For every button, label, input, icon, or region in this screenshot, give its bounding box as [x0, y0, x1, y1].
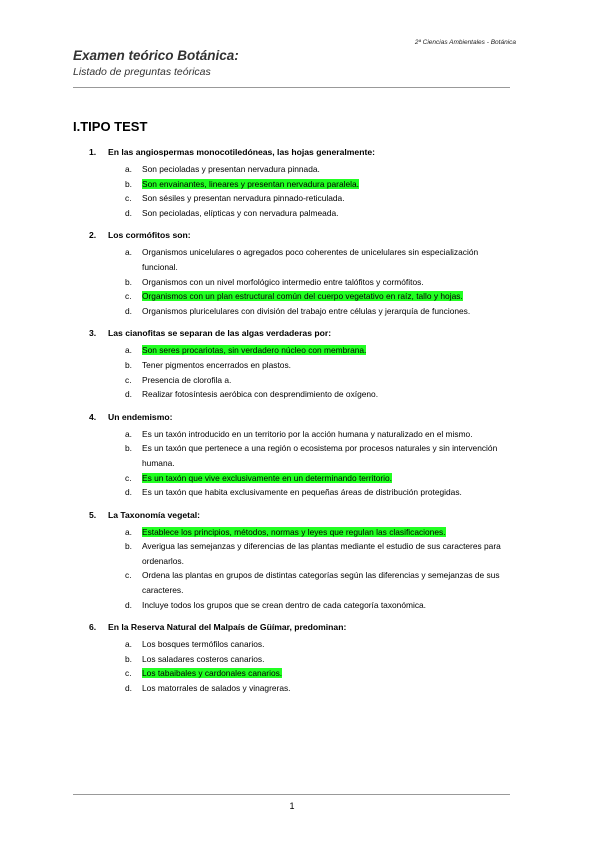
- question-text: En la Reserva Natural del Malpaís de Güímar, predominan:: [108, 622, 347, 633]
- option-text: [142, 245, 514, 274]
- option-letter: a.: [125, 428, 132, 439]
- option-b: [89, 275, 514, 290]
- option-text: [142, 637, 514, 652]
- question-4: [89, 411, 514, 500]
- option-d: [89, 681, 514, 696]
- option-letter: b.: [125, 541, 132, 552]
- option-text-run: Los saladares costeros canarios.: [142, 653, 265, 664]
- option-text: [142, 191, 514, 206]
- option-letter: a.: [125, 164, 132, 174]
- option-text-run: Son sésiles y presentan nervadura pinnado-reticulada.: [142, 193, 345, 204]
- option-a: [89, 637, 514, 652]
- question-5: [89, 509, 514, 613]
- option-text-run: Incluye todos los grupos que se crean dentro de cada categoría taxonómica.: [142, 599, 426, 610]
- question-number: 6.: [89, 622, 97, 633]
- option-b: [89, 177, 514, 192]
- option-letter: a.: [125, 639, 132, 650]
- highlighted-answer: Son seres procariotas, sin verdadero núcleo con membrana.: [142, 345, 367, 356]
- question-stem: [89, 146, 514, 159]
- option-text: [142, 568, 514, 597]
- option-text: [142, 304, 514, 319]
- question-6: [89, 621, 514, 695]
- option-text-run: Organismos con un nivel morfológico intermedio entre talófitos y cormófitos.: [142, 276, 424, 287]
- option-text-run: Realizar fotosíntesis aeróbica con desprendimiento de oxígeno.: [142, 389, 379, 400]
- highlighted-answer: Establece los principios, métodos, normas y leyes que regulan las clasificaciones.: [142, 526, 446, 537]
- option-text: [142, 441, 514, 470]
- option-text-run: Organismos unicelulares o agregados poco coherentes de unicelulares sin especialización funcional.: [142, 247, 479, 272]
- highlighted-answer: Organismos con un plan estructural común del cuerpo vegetativo en raíz, tallo y hojas.: [142, 291, 463, 302]
- option-letter: a.: [125, 345, 132, 356]
- question-text: Las cianofitas se separan de las algas verdaderas por:: [108, 328, 332, 339]
- option-text: [142, 373, 514, 388]
- option-d: [89, 304, 514, 319]
- question-number: 5.: [89, 509, 97, 520]
- question-stem: [89, 327, 514, 340]
- option-b: [89, 441, 514, 470]
- option-text: [142, 485, 514, 500]
- option-text: [142, 358, 514, 373]
- option-letter: b.: [125, 178, 132, 189]
- question-stem: [89, 411, 514, 424]
- option-c: [89, 289, 514, 304]
- option-letter: c.: [125, 291, 132, 302]
- option-text-run: Tener pigmentos encerrados en plastos.: [142, 359, 291, 370]
- option-text: [142, 539, 514, 568]
- option-text: [142, 652, 514, 667]
- option-list: [89, 427, 514, 500]
- document-subtitle: Listado de preguntas teóricas: [73, 66, 211, 78]
- question-stem: [89, 229, 514, 242]
- question-3: [89, 327, 514, 401]
- option-letter: d.: [125, 487, 132, 498]
- question-number: 2.: [89, 230, 97, 241]
- highlighted-answer: Es un taxón que vive exclusivamente en un determinando territorio.: [142, 472, 392, 483]
- option-a: [89, 245, 514, 274]
- option-c: [89, 666, 514, 681]
- option-text: [142, 343, 514, 358]
- option-list: [89, 245, 514, 318]
- option-letter: d.: [125, 207, 132, 218]
- option-b: [89, 358, 514, 373]
- option-text-run: Averigua las semejanzas y diferencias de las plantas mediante el estudio de sus caracteres para ordenarlos.: [142, 541, 501, 566]
- section-title: I.TIPO TEST: [73, 119, 148, 134]
- option-text: [142, 681, 514, 696]
- highlighted-answer: Son envainantes, lineares y presentan nervadura paralela.: [142, 178, 359, 189]
- option-text: [142, 206, 514, 221]
- option-letter: c.: [125, 374, 132, 385]
- footer-divider: [73, 794, 510, 795]
- question-number: 1.: [89, 147, 97, 157]
- option-letter: b.: [125, 443, 132, 454]
- question-text: Los cormófitos son:: [108, 230, 191, 241]
- option-text-run: Los matorrales de salados y vinagreras.: [142, 683, 291, 694]
- page-number: 1: [289, 801, 295, 811]
- header-divider: [73, 87, 510, 88]
- option-text: [142, 525, 514, 540]
- option-list: [89, 637, 514, 695]
- question-text: La Taxonomía vegetal:: [108, 509, 201, 520]
- option-text: [142, 471, 514, 486]
- option-letter: c.: [125, 570, 132, 581]
- option-list: [89, 162, 514, 220]
- option-text: [142, 427, 514, 442]
- option-text: [142, 289, 514, 304]
- option-letter: c.: [125, 193, 132, 204]
- option-letter: a.: [125, 247, 132, 258]
- option-letter: d.: [125, 305, 132, 316]
- option-c: [89, 471, 514, 486]
- option-text-run: Es un taxón introducido en un territorio por la acción humana y naturalizado en el mismo.: [142, 428, 473, 439]
- option-letter: c.: [125, 472, 132, 483]
- option-list: [89, 525, 514, 613]
- document-title: Examen teórico Botánica:: [73, 48, 239, 63]
- option-a: [89, 525, 514, 540]
- option-letter: d.: [125, 683, 132, 694]
- question-text: Un endemismo:: [108, 411, 173, 422]
- option-letter: d.: [125, 389, 132, 400]
- running-head: 2ª Ciencias Ambientales - Botánica: [414, 39, 516, 46]
- option-text-run: Los bosques termófilos canarios.: [142, 639, 265, 650]
- question-list: [89, 146, 514, 705]
- option-text-run: Son pecioladas y presentan nervadura pinnada.: [142, 164, 320, 174]
- option-c: [89, 191, 514, 206]
- question-1: [89, 146, 514, 220]
- question-2: [89, 229, 514, 318]
- option-d: [89, 206, 514, 221]
- highlighted-answer: Los tabaibales y cardonales canarios.: [142, 668, 283, 679]
- option-d: [89, 598, 514, 613]
- option-letter: b.: [125, 653, 132, 664]
- option-text: [142, 162, 514, 177]
- option-text: [142, 598, 514, 613]
- option-b: [89, 652, 514, 667]
- question-number: 4.: [89, 411, 97, 422]
- option-d: [89, 485, 514, 500]
- option-text-run: Ordena las plantas en grupos de distintas categorías según las diferencias y semejanzas de sus caracteres.: [142, 570, 500, 596]
- option-text: [142, 177, 514, 192]
- option-text-run: Son pecioladas, elípticas y con nervadura palmeada.: [142, 207, 339, 218]
- option-letter: c.: [125, 668, 132, 679]
- option-letter: a.: [125, 526, 132, 537]
- option-letter: d.: [125, 599, 132, 610]
- option-text-run: Es un taxón que habita exclusivamente en pequeñas áreas de distribución protegidas.: [142, 487, 462, 498]
- question-stem: [89, 509, 514, 522]
- option-text: [142, 387, 514, 402]
- question-text: En las angiospermas monocotiledóneas, las hojas generalmente:: [108, 147, 375, 157]
- option-c: [89, 373, 514, 388]
- option-a: [89, 343, 514, 358]
- option-text: [142, 275, 514, 290]
- option-text-run: Es un taxón que pertenece a una región o ecosistema por procesos naturales y sin intervención humana.: [142, 443, 498, 468]
- option-a: [89, 427, 514, 442]
- option-text-run: Presencia de clorofila a.: [142, 374, 232, 385]
- question-stem: [89, 621, 514, 634]
- option-letter: b.: [125, 359, 132, 370]
- option-text: [142, 666, 514, 681]
- option-list: [89, 343, 514, 401]
- option-b: [89, 539, 514, 568]
- option-d: [89, 387, 514, 402]
- question-number: 3.: [89, 328, 97, 339]
- option-c: [89, 568, 514, 597]
- option-text-run: Organismos pluricelulares con división del trabajo entre células y jerarquía de funciones.: [142, 305, 471, 316]
- option-a: [89, 162, 514, 177]
- option-letter: b.: [125, 276, 132, 287]
